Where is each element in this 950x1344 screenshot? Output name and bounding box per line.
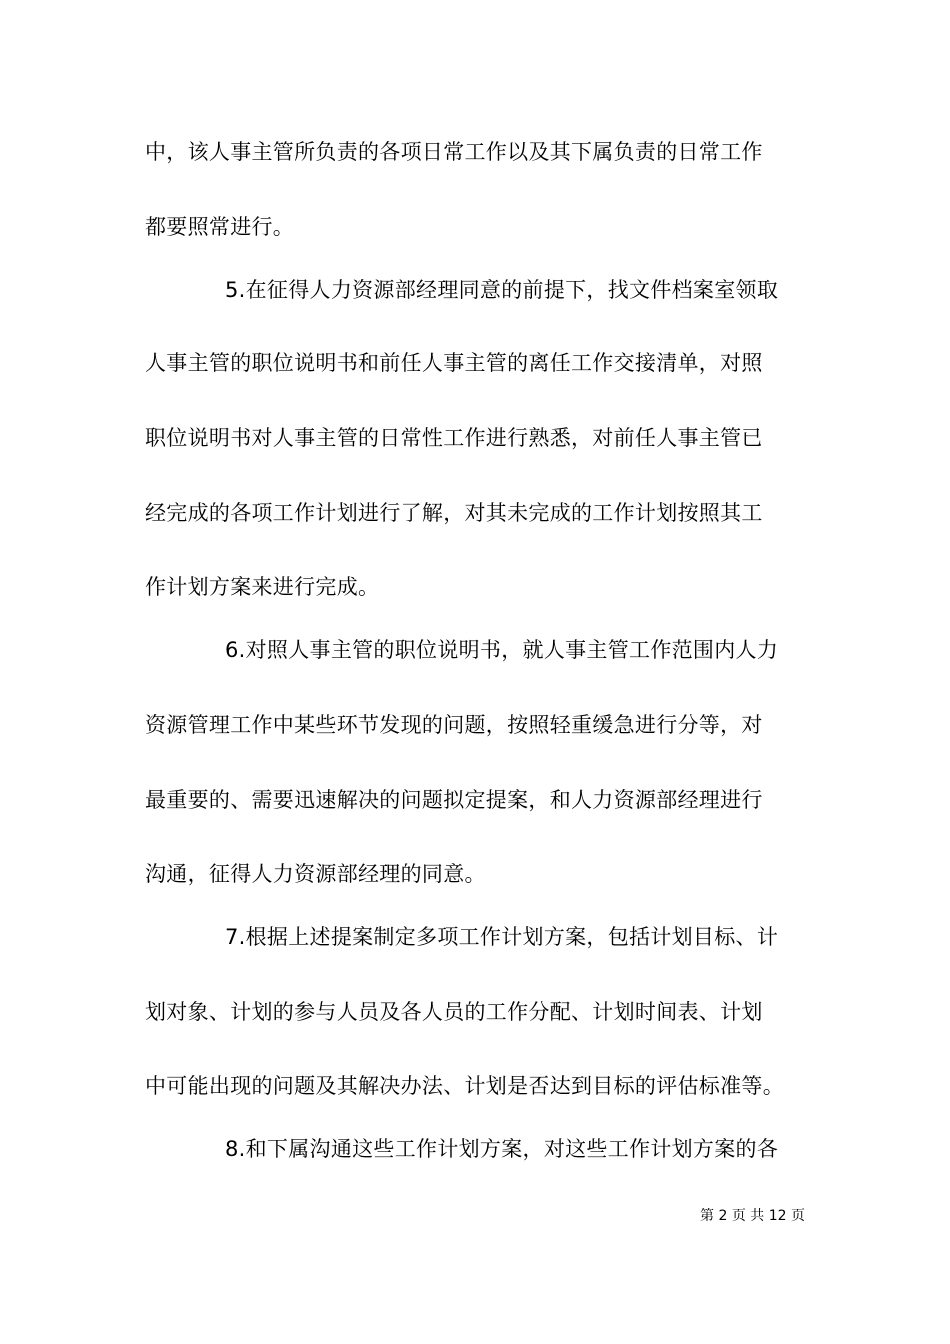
paragraph-start-line: 5.在征得人力资源部经理同意的前提下，找文件档案室领取: [225, 278, 779, 302]
text-line: 划对象、计划的参与人员及各人员的工作分配、计划时间表、计划: [145, 1000, 763, 1024]
text-line: 中，该人事主管所负责的各项日常工作以及其下属负责的日常工作: [145, 140, 763, 164]
text-line: 人事主管的职位说明书和前任人事主管的离任工作交接清单，对照: [145, 351, 763, 375]
paragraph-start-line: 7.根据上述提案制定多项工作计划方案，包括计划目标、计: [225, 925, 779, 949]
text-line: 都要照常进行。: [145, 215, 295, 239]
page-number-footer: 第 2 页 共 12 页: [700, 1208, 805, 1224]
text-line: 资源管理工作中某些环节发现的问题，按照轻重缓急进行分等，对: [145, 713, 763, 737]
text-line: 经完成的各项工作计划进行了解，对其未完成的工作计划按照其工: [145, 501, 763, 525]
text-line: 沟通，征得人力资源部经理的同意。: [145, 862, 486, 886]
paragraph-start-line: 6.对照人事主管的职位说明书，就人事主管工作范围内人力: [225, 638, 779, 662]
text-line: 中可能出现的问题及其解决办法、计划是否达到目标的评估标准等。: [145, 1074, 784, 1098]
paragraph-start-line: 8.和下属沟通这些工作计划方案，对这些工作计划方案的各: [225, 1137, 779, 1161]
text-line: 最重要的、需要迅速解决的问题拟定提案，和人力资源部经理进行: [145, 788, 763, 812]
text-line: 作计划方案来进行完成。: [145, 575, 380, 599]
text-line: 职位说明书对人事主管的日常性工作进行熟悉，对前任人事主管已: [145, 426, 763, 450]
